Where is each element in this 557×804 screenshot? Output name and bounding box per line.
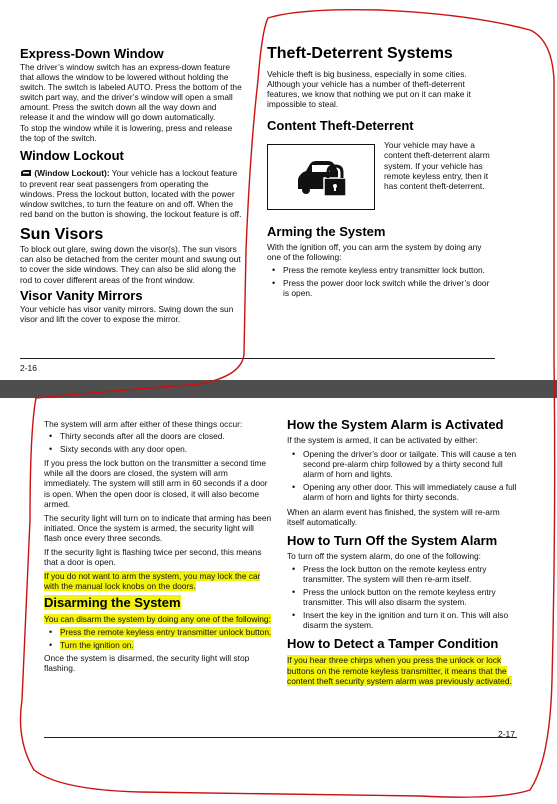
car-lock-icon — [267, 144, 375, 210]
window-lockout-text — [20, 168, 245, 219]
list-item: • Thirty seconds after all the doors are closed. — [44, 431, 272, 441]
list-item — [44, 640, 272, 650]
content-theft-block — [267, 140, 495, 218]
bottom-right-column — [287, 417, 517, 686]
manual-lock-text — [44, 571, 272, 591]
bottom-divider — [44, 737, 517, 738]
theft-deterrent-text: Vehicle theft is big business, especially in some cities. Although your vehicle has a number of theft-deterrent features, we know that nothing we put on it can make it impossible to steal. — [267, 69, 471, 110]
alarm-activated-text: If the system is armed, it can be activated by either: — [287, 435, 478, 445]
content-theft-text: Your vehicle may have a content theft-deterrent alarm system. If your vehicle has remote keyless entry, then it has content theft-deterrent. — [384, 140, 490, 191]
tamper-text — [287, 655, 517, 685]
arm-conditions-list — [44, 431, 272, 454]
theft-deterrent-heading: Theft-Deterrent Systems — [267, 45, 453, 62]
arming-heading: Arming the System — [267, 224, 386, 240]
turn-off-list — [287, 564, 517, 631]
security-light-text: The security light will turn on to indicate that arming has been initiated. Once the system is armed, the security light will flash once every three seconds. — [44, 512, 272, 543]
list-item: • Insert the key in the ignition and turn it on. This will also disarm the system. — [287, 610, 517, 630]
arming-text: With the ignition off, you can arm the system by doing any one of the following: — [267, 242, 482, 263]
arm-intro-text: The system will arm after either of these things occur: — [44, 419, 243, 429]
disarming-list — [44, 627, 272, 650]
sun-visors-heading: Sun Visors — [20, 226, 104, 244]
content-theft-heading: Content Theft-Deterrent — [267, 118, 414, 134]
flashing-text: If the security light is flashing twice per second, this means that a door is open. — [44, 547, 262, 568]
express-down-heading: Express-Down Window — [20, 46, 164, 61]
visor-mirrors-text: Your vehicle has visor vanity mirrors. Swing down the sun visor and lift the cover to expose the mirror. — [20, 303, 234, 324]
list-item — [44, 627, 272, 637]
express-down-text: The driver’s window switch has an express-down feature that allows the window to be lowered without holding the switch. The switch is labeled AUTO. Press the bottom of the switch part way, and the driver’s window will open a small amount. Press the switch down all the way down and release it and the window will go down automatically. — [20, 62, 242, 123]
window-lockout-body: Your vehicle has a lockout feature to prevent rear seat passengers from operating the windows. Press the lockout button, located with the power window switches, to turn the feature on and off. When the red band on the button is showing, the lockout feature is off. — [20, 167, 242, 220]
rearm-text: When an alarm event has finished, the system will re-arm itself automatically. — [287, 506, 500, 527]
highlighted-text: If you hear three chirps when you press the unlock or lock buttons on the remote keyless transmitter, it means that the content theft security system alarm was previously activated. — [287, 655, 512, 686]
highlighted-heading: Disarming the System — [44, 595, 181, 611]
highlighted-text: Press the remote keyless entry transmitter unlock button. — [60, 626, 272, 637]
arm-second-press-text: If you press the lock button on the transmitter a second time while all the doors are closed, the system will arm immediately. The system will still arm in 60 seconds if a door is open. When the open door is closed, it will also become armed. — [44, 458, 268, 509]
arming-list — [267, 265, 495, 298]
alarm-activated-list — [287, 449, 517, 502]
list-item: • Press the power door lock switch while the driver’s door is open. — [267, 278, 495, 298]
page-number-217: 2-17 — [498, 729, 516, 739]
list-item: • Opening the driver’s door or tailgate. This will cause a ten second pre-alarm chirp followed by a thirty second full alarm of horn and lights. — [287, 449, 517, 479]
top-right-column — [267, 44, 495, 301]
disarming-text — [44, 614, 272, 624]
turn-off-heading: How to Turn Off the System Alarm — [287, 532, 498, 548]
sun-visors-text: To block out glare, swing down the visor(s). The sun visors can also be detached from the center mount and swung out to cover the side windows. They can also be slid along the rod to cover different areas of the front window. — [20, 244, 241, 285]
alarm-activated-heading: How the System Alarm is Activated — [287, 417, 504, 432]
highlighted-text: Turn the ignition on. — [60, 639, 134, 650]
window-lockout-heading: Window Lockout — [20, 147, 124, 163]
window-lockout-label: (Window Lockout): — [34, 167, 110, 178]
tamper-heading: How to Detect a Tamper Condition — [287, 636, 499, 652]
turn-off-text: To turn off the system alarm, do one of the following: — [287, 550, 481, 561]
visor-mirrors-heading: Visor Vanity Mirrors — [20, 287, 143, 303]
list-item: • Press the unlock button on the remote keyless entry transmitter. This will also disarm the system. — [287, 587, 517, 607]
window-lockout-icon — [20, 169, 32, 179]
list-item: • Sixty seconds with any door open. — [44, 444, 272, 454]
top-divider — [20, 358, 495, 359]
page-number-216: 2-16 — [20, 363, 38, 373]
express-down-stop-text: To stop the window while it is lowering, press and release the top of the switch. — [20, 122, 233, 143]
disarming-heading — [44, 595, 272, 611]
disarmed-text: Once the system is disarmed, the security light will stop flashing. — [44, 652, 250, 673]
list-item: • Press the lock button on the remote keyless entry transmitter. The system will then re-arm itself. — [287, 564, 517, 584]
top-left-column — [20, 46, 245, 324]
highlighted-text: If you do not want to arm the system, you may lock the car with the manual lock knobs on the doors. — [44, 571, 261, 592]
page-separator-band — [0, 380, 557, 398]
highlighted-text: You can disarm the system by doing any one of the following: — [44, 614, 271, 625]
list-item: • Press the remote keyless entry transmitter lock button. — [267, 265, 495, 275]
list-item: • Opening any other door. This will immediately cause a full alarm of horn and lights for thirty seconds. — [287, 482, 517, 502]
bottom-left-column — [44, 419, 272, 673]
